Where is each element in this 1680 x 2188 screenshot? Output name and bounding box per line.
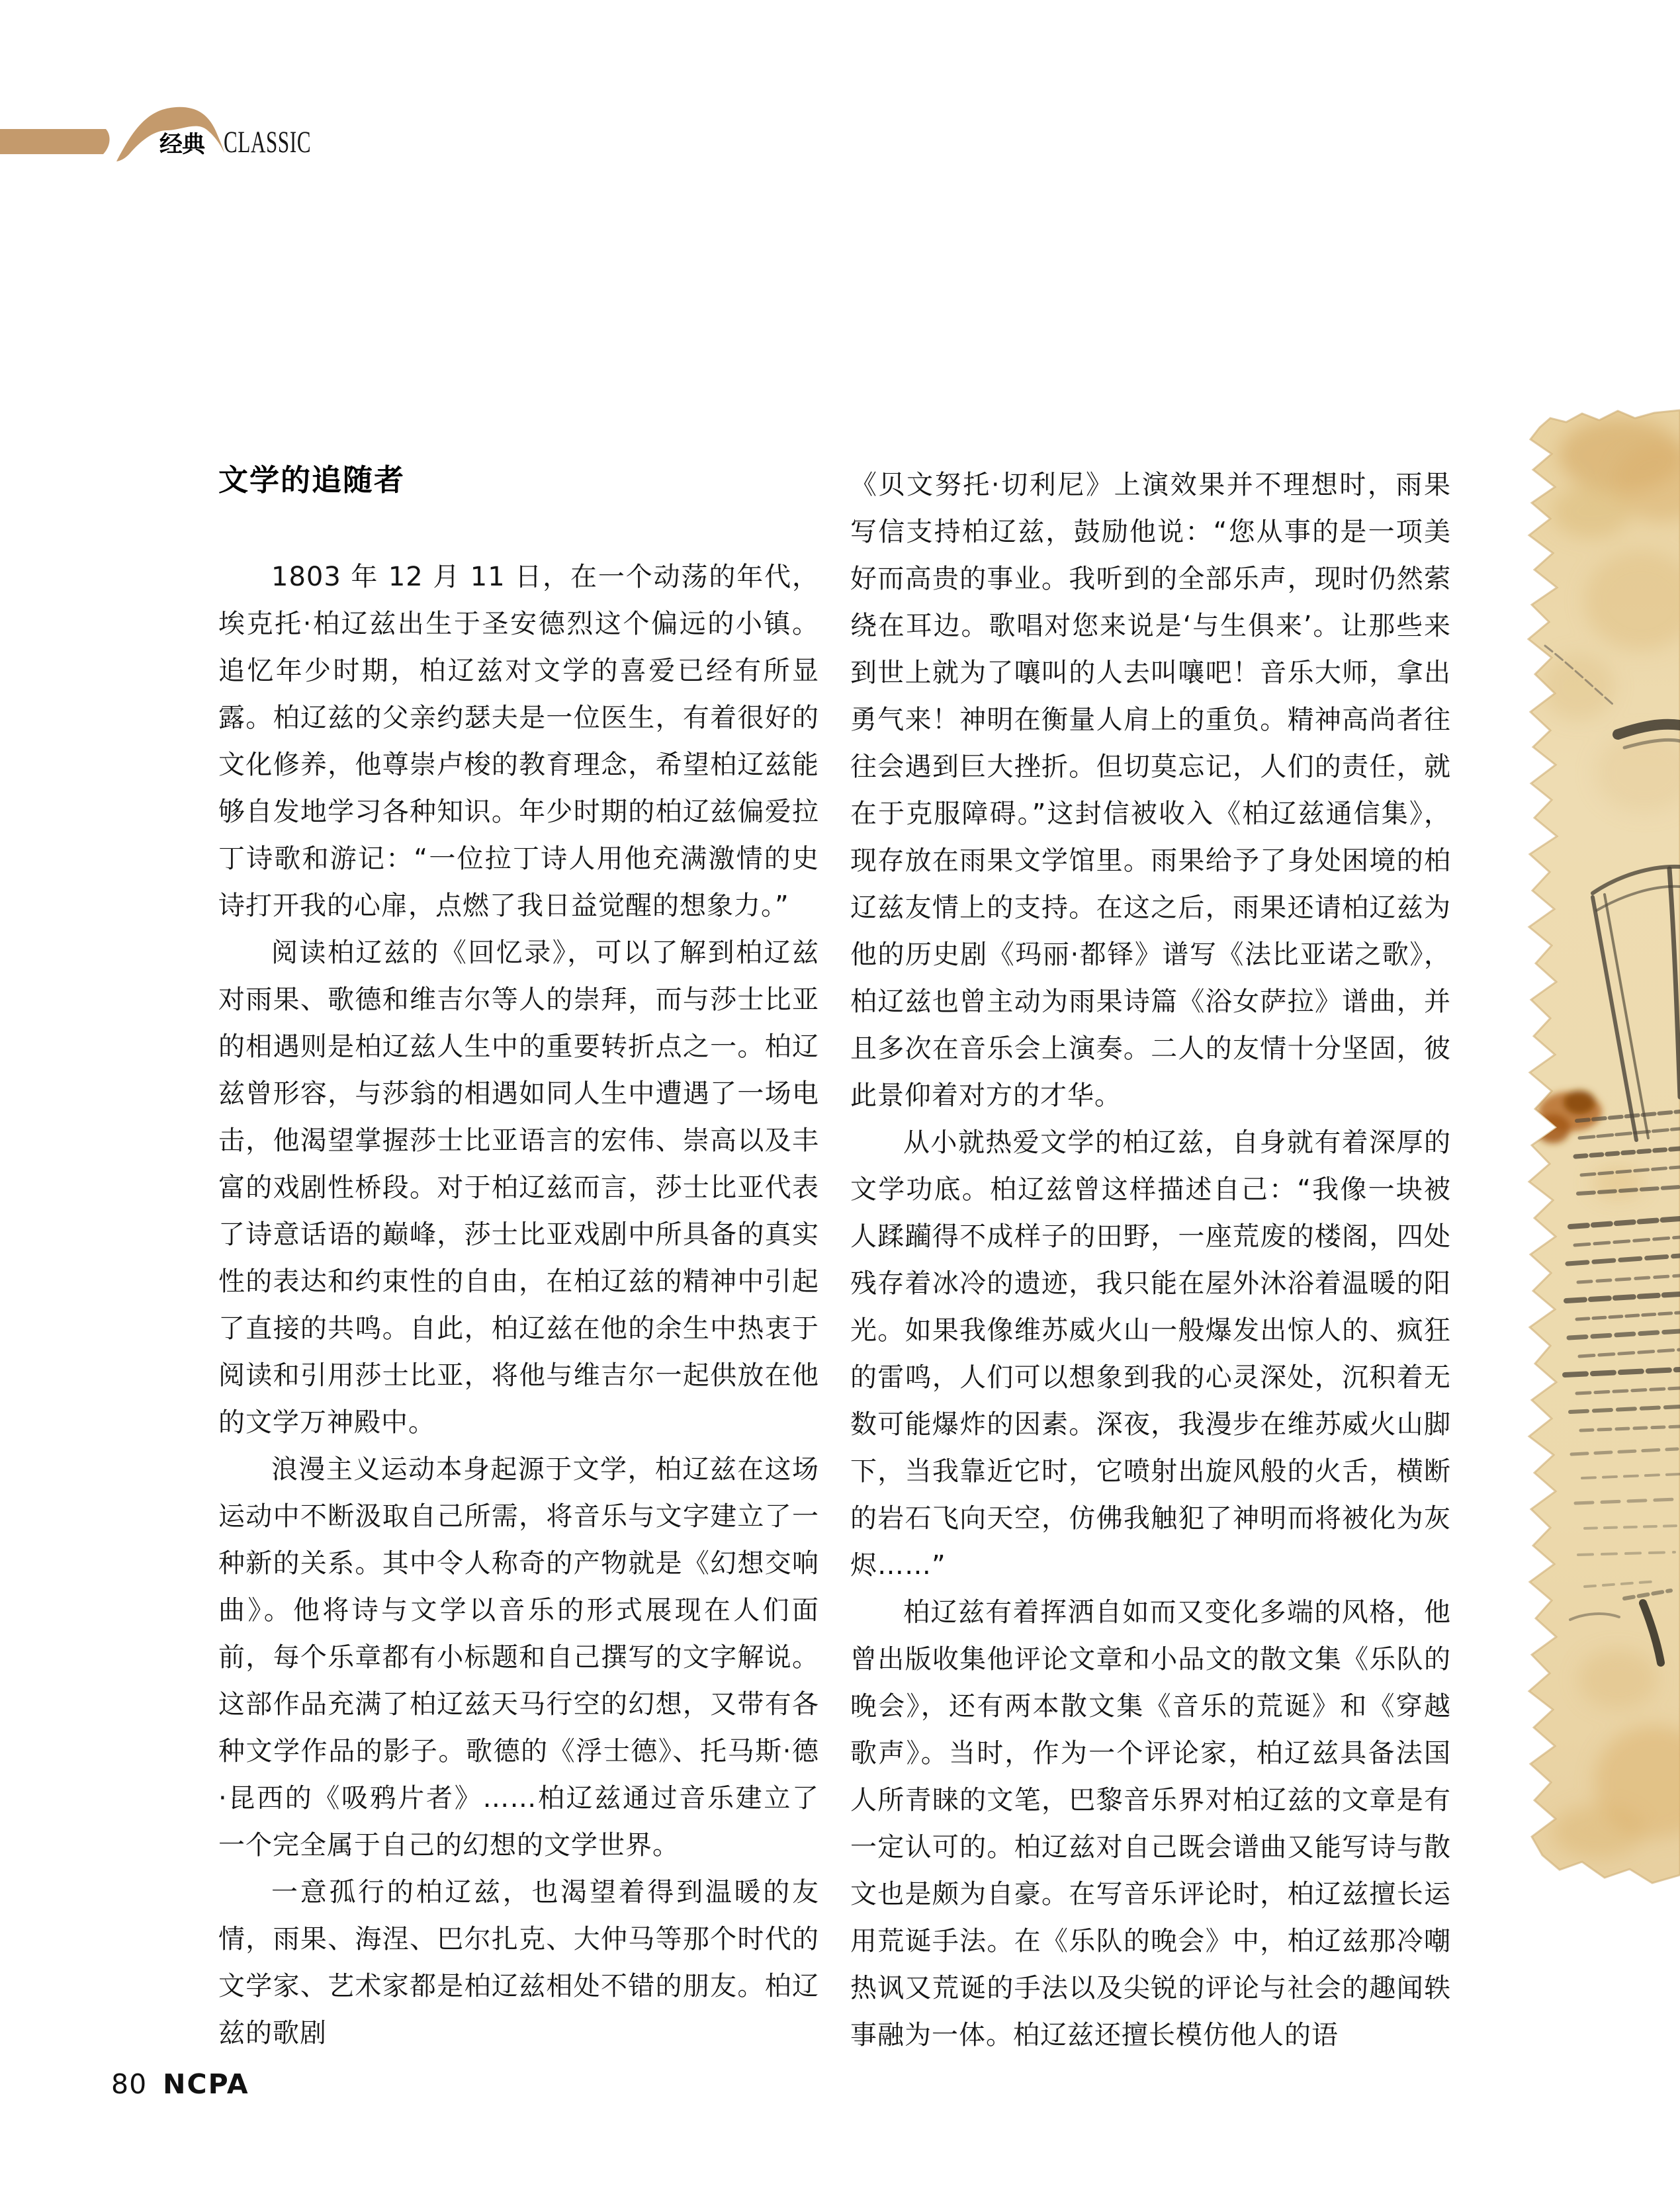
paragraph: 《贝文努托·切利尼》上演效果并不理想时，雨果写信支持柏辽兹，鼓励他说：“您从事的是一项美好而高贵的事业。我听到的全部乐声，现时仍然萦绕在耳边。歌唱对您来说是‘与生俱来’。让那些来到世上就为了嚷叫的人去叫嚷吧！音乐大师，拿出勇气来！神明在衡量人肩上的重负。精神高尚者往往会遇到巨大挫折。但切莫忘记，人们的责任，就在于克服障碍。”这封信被收入《柏辽兹通信集》，现存放在雨果文学馆里。雨果给予了身处困境的柏辽兹友情上的支持。在这之后，雨果还请柏辽兹为他的历史剧《玛丽·都铎》谱写《法比亚诺之歌》，柏辽兹也曾主动为雨果诗篇《浴女萨拉》谱曲，并且多次在音乐会上演奏。二人的友情十分坚固，彼此景仰着对方的才华。 — [850, 470, 1451, 1111]
article-left-column — [218, 463, 819, 2057]
aged-paper-image — [1519, 402, 1680, 1891]
paragraph: 从小就热爱文学的柏辽兹，自身就有着深厚的文学功底。柏辽兹曾这样描述自己：“我像一块被人蹂躏得不成样子的田野，一座荒废的楼阁，四处残存着冰冷的遗迹，我只能在屋外沐浴着温暖的阳光。如果我像维苏威火山一般爆发出惊人的、疯狂的雷鸣，人们可以想象到我的心灵深处，沉积着无数可能爆炸的因素。深夜，我漫步在维苏威火山脚下，当我靠近它时，它喷射出旋风般的火舌，横断的岩石飞向天空，仿佛我触犯了神明而将被化为灰烬……” — [850, 1127, 1451, 1581]
paragraph: 浪漫主义运动本身起源于文学，柏辽兹在这场运动中不断汲取自己所需，将音乐与文字建立了一种新的关系。其中令人称奇的产物就是《幻想交响曲》。他将诗与文学以音乐的形式展现在人们面前，每个乐章都有小标题和自己撰写的文字解说。这部作品充满了柏辽兹天马行空的幻想，又带有各种文学作品的影子。歌德的《浮士德》、托马斯·德·昆西的《吸鸦片者》……柏辽兹通过音乐建立了一个完全属于自己的幻想的文学世界。 — [218, 1454, 819, 1860]
paragraph: 阅读柏辽兹的《回忆录》，可以了解到柏辽兹对雨果、歌德和维吉尔等人的崇拜，而与莎士比亚的相遇则是柏辽兹人生中的重要转折点之一。柏辽兹曾形容，与莎翁的相遇如同人生中遭遇了一场电击，他渴望掌握莎士比亚语言的宏伟、崇高以及丰富的戏剧性桥段。对于柏辽兹而言，莎士比亚代表了诗意话语的巅峰，莎士比亚戏剧中所具备的真实性的表达和约束性的自由，在柏辽兹的精神中引起了直接的共鸣。自此，柏辽兹在他的余生中热衷于阅读和引用莎士比亚，将他与维吉尔一起供放在他的文学万神殿中。 — [218, 938, 819, 1438]
magazine-name: NCPA — [163, 2068, 249, 2100]
section-label-en: CLASSIC — [224, 125, 312, 159]
section-label-zh: 经典 — [159, 132, 205, 158]
page-footer — [111, 2068, 249, 2100]
article-right-column — [850, 462, 1451, 2059]
header-bar — [0, 129, 110, 154]
page-number: 80 — [111, 2068, 148, 2100]
article-title: 文学的追随者 — [218, 462, 406, 498]
paragraph: 一意孤行的柏辽兹，也渴望着得到温暖的友情，雨果、海涅、巴尔扎克、大仲马等那个时代的文学家、艺术家都是柏辽兹相处不错的朋友。柏辽兹的歌剧 — [218, 1877, 819, 2048]
paragraph: 柏辽兹有着挥洒自如而又变化多端的风格，他曾出版收集他评论文章和小品文的散文集《乐队的晚会》，还有两本散文集《音乐的荒诞》和《穿越歌声》。当时，作为一个评论家，柏辽兹具备法国人所青睐的文笔，巴黎音乐界对柏辽兹的文章是有一定认可的。柏辽兹对自己既会谱曲又能写诗与散文也是颇为自豪。在写音乐评论时，柏辽兹擅长运用荒诞手法。在《乐队的晚会》中，柏辽兹那冷嘲热讽又荒诞的手法以及尖锐的评论与社会的趣闻轶事融为一体。柏辽兹还擅长模仿他人的语 — [850, 1597, 1451, 2050]
paragraph: 1803 年 12 月 11 日，在一个动荡的年代，埃克托·柏辽兹出生于圣安德烈这个偏远的小镇。追忆年少时期，柏辽兹对文学的喜爱已经有所显露。柏辽兹的父亲约瑟夫是一位医生，有着很好的文化修养，他尊崇卢梭的教育理念，希望柏辽兹能够自发地学习各种知识。年少时期的柏辽兹偏爱拉丁诗歌和游记：“一位拉丁诗人用他充满激情的史诗打开我的心扉，点燃了我日益觉醒的想象力。” — [218, 562, 819, 921]
